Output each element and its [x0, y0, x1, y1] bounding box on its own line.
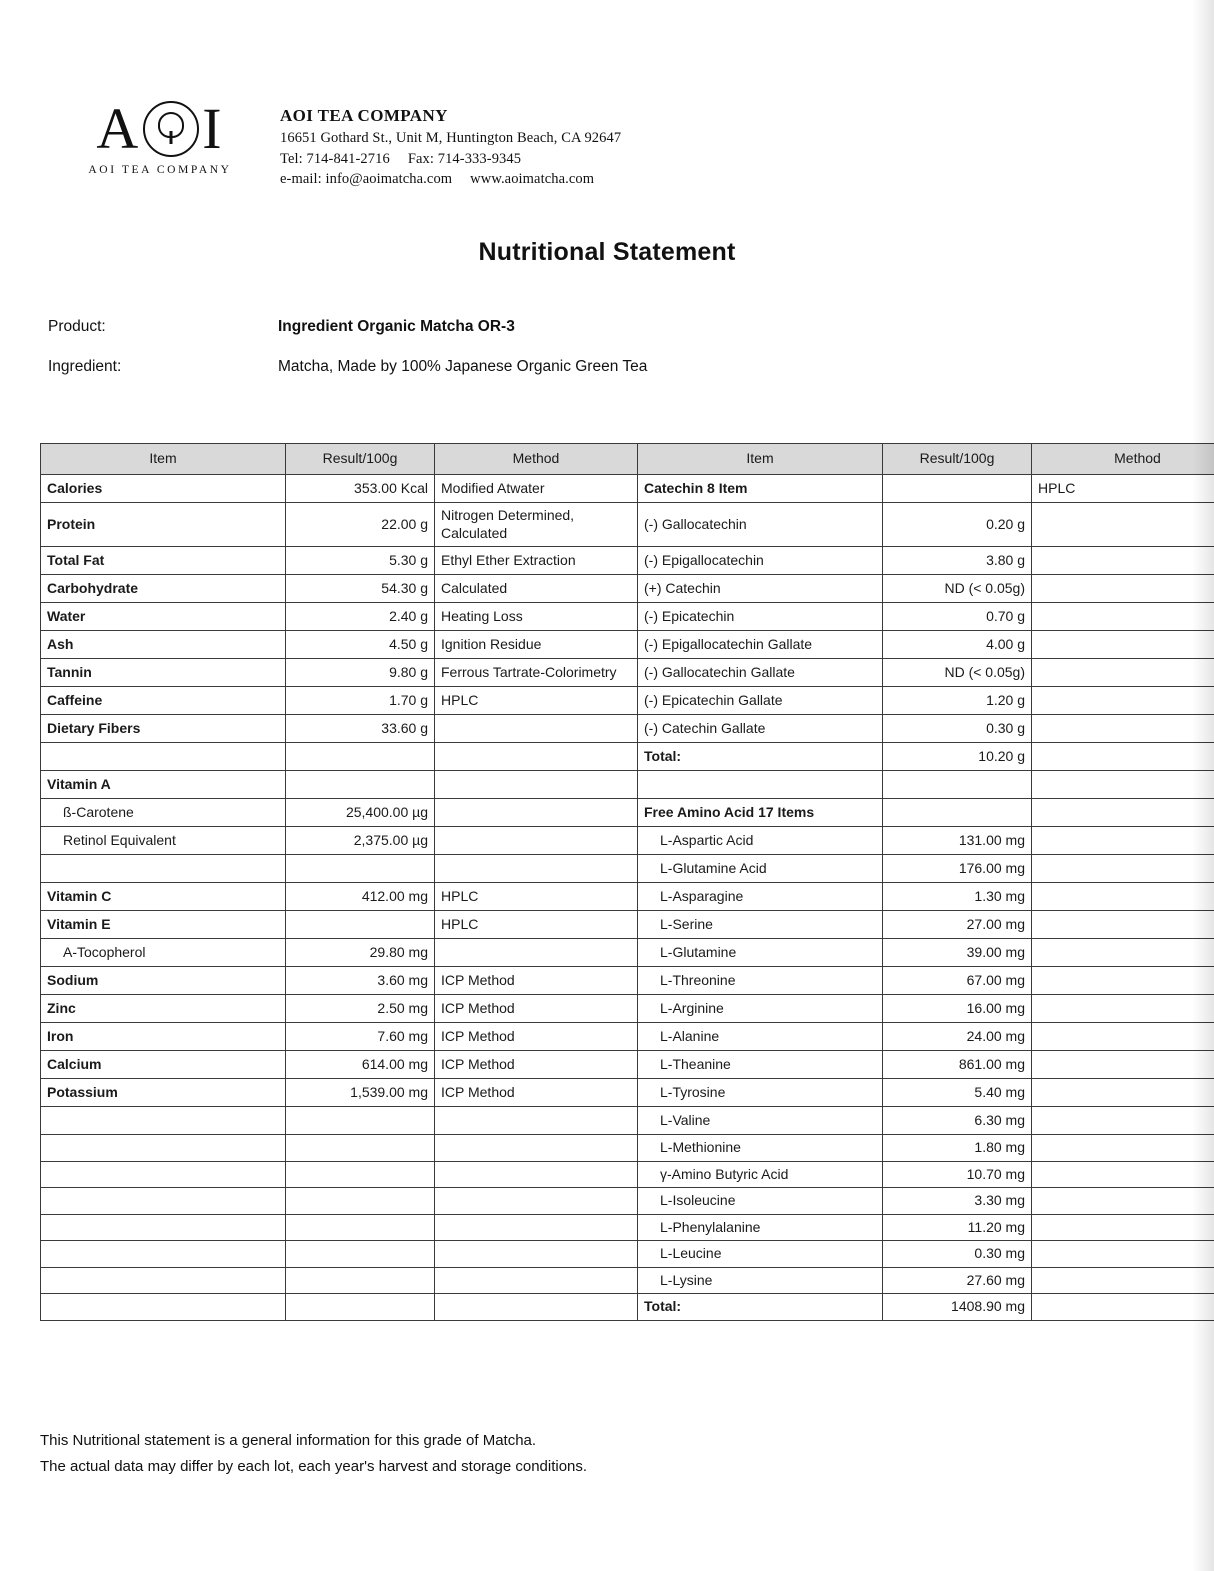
table-row — [41, 603, 1214, 631]
cell-r_method — [1032, 659, 1214, 687]
table-row — [41, 1135, 1214, 1162]
cell-l_result: 614.00 mg — [286, 1051, 435, 1079]
cell-r_method — [1032, 995, 1214, 1023]
cell-l_method: Heating Loss — [435, 603, 638, 631]
product-meta — [48, 318, 1168, 398]
cell-r_result: 67.00 mg — [883, 967, 1032, 995]
cell-l_item: Vitamin A — [41, 771, 286, 799]
product-row — [48, 318, 1168, 336]
cell-r_method — [1032, 1161, 1214, 1188]
cell-r_result: 27.60 mg — [883, 1267, 1032, 1294]
cell-l_method — [435, 1135, 638, 1162]
product-value: Ingredient Organic Matcha OR-3 — [278, 318, 515, 335]
table-row — [41, 743, 1214, 771]
cell-l_item — [41, 1188, 286, 1215]
header-result-left: Result/100g — [286, 444, 435, 475]
cell-l_item: Total Fat — [41, 547, 286, 575]
cell-l_result: 4.50 g — [286, 631, 435, 659]
cell-r_result: 11.20 mg — [883, 1214, 1032, 1241]
cell-r_result: 1.80 mg — [883, 1135, 1032, 1162]
cell-r_method — [1032, 799, 1214, 827]
cell-l_result: 29.80 mg — [286, 939, 435, 967]
cell-l_result: 1.70 g — [286, 687, 435, 715]
header-result-right: Result/100g — [883, 444, 1032, 475]
cell-l_result: 7.60 mg — [286, 1023, 435, 1051]
company-name: AOI TEA COMPANY — [280, 106, 448, 125]
cell-l_item: Tannin — [41, 659, 286, 687]
table-row — [41, 1023, 1214, 1051]
header-method-right: Method — [1032, 444, 1214, 475]
cell-r_method — [1032, 967, 1214, 995]
cell-l_method — [435, 1214, 638, 1241]
table-row — [41, 827, 1214, 855]
cell-r_result: 0.30 g — [883, 715, 1032, 743]
nutrition-table — [40, 443, 1214, 1321]
cell-r_item: Catechin 8 Item — [638, 475, 883, 503]
cell-l_item: Protein — [41, 503, 286, 547]
cell-r_result: 861.00 mg — [883, 1051, 1032, 1079]
cell-l_method: Ignition Residue — [435, 631, 638, 659]
logo-letter-a: A — [96, 96, 141, 161]
cell-l_item: Ash — [41, 631, 286, 659]
cell-r_method: HPLC — [1032, 475, 1214, 503]
cell-l_result — [286, 1188, 435, 1215]
cell-l_method: ICP Method — [435, 995, 638, 1023]
table-row — [41, 475, 1214, 503]
cell-r_item: (-) Epicatechin — [638, 603, 883, 631]
table-row — [41, 1214, 1214, 1241]
cell-r_item: L-Leucine — [638, 1241, 883, 1268]
cell-r_method — [1032, 1214, 1214, 1241]
cell-l_item — [41, 855, 286, 883]
table-row — [41, 687, 1214, 715]
table-row — [41, 1267, 1214, 1294]
cell-r_item: L-Serine — [638, 911, 883, 939]
ingredient-label: Ingredient: — [48, 358, 122, 375]
cell-l_item: Vitamin C — [41, 883, 286, 911]
cell-l_result — [286, 855, 435, 883]
table-row — [41, 799, 1214, 827]
cell-r_result: 10.20 g — [883, 743, 1032, 771]
cell-l_item — [41, 743, 286, 771]
cell-r_method — [1032, 603, 1214, 631]
cell-l_item: Iron — [41, 1023, 286, 1051]
cell-l_result: 9.80 g — [286, 659, 435, 687]
cell-l_item: Caffeine — [41, 687, 286, 715]
cell-l_item — [41, 1294, 286, 1321]
cell-l_item: Carbohydrate — [41, 575, 286, 603]
cell-l_result: 2,375.00 µg — [286, 827, 435, 855]
cell-r_result: 131.00 mg — [883, 827, 1032, 855]
cell-r_result: 3.80 g — [883, 547, 1032, 575]
company-phone-line — [280, 149, 621, 170]
cell-l_method: Ethyl Ether Extraction — [435, 547, 638, 575]
cell-r_item: (-) Gallocatechin — [638, 503, 883, 547]
footer-line-1: This Nutritional statement is a general information for this grade of Matcha. — [40, 1432, 537, 1449]
cell-l_result — [286, 911, 435, 939]
cell-l_method: ICP Method — [435, 967, 638, 995]
cell-r_result — [883, 799, 1032, 827]
table-row — [41, 883, 1214, 911]
cell-l_item — [41, 1161, 286, 1188]
cell-r_result: ND (< 0.05g) — [883, 575, 1032, 603]
cell-l_item: A-Tocopherol — [41, 939, 286, 967]
cell-l_method — [435, 1107, 638, 1135]
cell-r_method — [1032, 1135, 1214, 1162]
cell-l_method — [435, 1161, 638, 1188]
cell-r_method — [1032, 827, 1214, 855]
table-row — [41, 771, 1214, 799]
cell-r_method — [1032, 575, 1214, 603]
cell-l_item — [41, 1214, 286, 1241]
cell-r_item: (-) Epicatechin Gallate — [638, 687, 883, 715]
cell-r_method — [1032, 687, 1214, 715]
nutrition-table-wrapper — [40, 443, 1165, 1321]
cell-l_item: Zinc — [41, 995, 286, 1023]
cell-r_method — [1032, 1241, 1214, 1268]
company-info — [280, 90, 621, 190]
document-footer — [40, 1428, 1160, 1481]
cell-r_item: L-Valine — [638, 1107, 883, 1135]
cell-r_result: 176.00 mg — [883, 855, 1032, 883]
page-title: Nutritional Statement — [478, 238, 736, 266]
cell-l_method — [435, 1267, 638, 1294]
cell-r_item: L-Glutamine — [638, 939, 883, 967]
cell-r_result: ND (< 0.05g) — [883, 659, 1032, 687]
document-header — [60, 90, 1160, 190]
cell-l_result: 33.60 g — [286, 715, 435, 743]
cell-l_result: 412.00 mg — [286, 883, 435, 911]
nutrition-table-body — [41, 475, 1214, 1321]
cell-l_item: Sodium — [41, 967, 286, 995]
cell-l_method — [435, 799, 638, 827]
cell-l_item: Calcium — [41, 1051, 286, 1079]
cell-l_item — [41, 1135, 286, 1162]
table-row — [41, 967, 1214, 995]
cell-r_method — [1032, 1107, 1214, 1135]
cell-r_result: 5.40 mg — [883, 1079, 1032, 1107]
cell-r_method — [1032, 771, 1214, 799]
table-row — [41, 1294, 1214, 1321]
company-website: www.aoimatcha.com — [470, 171, 595, 188]
cell-r_result: 10.70 mg — [883, 1161, 1032, 1188]
cell-r_item: (-) Epigallocatechin Gallate — [638, 631, 883, 659]
cell-r_result: 6.30 mg — [883, 1107, 1032, 1135]
cell-r_result: 4.00 g — [883, 631, 1032, 659]
cell-l_result — [286, 1135, 435, 1162]
cell-l_method: Nitrogen Determined, Calculated — [435, 503, 638, 547]
cell-l_result: 22.00 g — [286, 503, 435, 547]
table-row — [41, 631, 1214, 659]
cell-r_item: (-) Gallocatechin Gallate — [638, 659, 883, 687]
table-row — [41, 1161, 1214, 1188]
cell-l_method — [435, 827, 638, 855]
cell-r_method — [1032, 715, 1214, 743]
cell-r_result: 24.00 mg — [883, 1023, 1032, 1051]
cell-r_result: 0.30 mg — [883, 1241, 1032, 1268]
cell-l_result: 2.50 mg — [286, 995, 435, 1023]
ingredient-row — [48, 358, 1168, 376]
cell-l_result — [286, 771, 435, 799]
cell-l_method: Modified Atwater — [435, 475, 638, 503]
cell-l_result — [286, 1241, 435, 1268]
cell-l_result — [286, 1214, 435, 1241]
cell-r_item: Total: — [638, 743, 883, 771]
cell-l_method: Ferrous Tartrate-Colorimetry — [435, 659, 638, 687]
cell-l_method — [435, 1188, 638, 1215]
table-row — [41, 715, 1214, 743]
cell-r_result: 3.30 mg — [883, 1188, 1032, 1215]
table-row — [41, 855, 1214, 883]
cell-r_method — [1032, 1023, 1214, 1051]
cell-l_item: ß-Carotene — [41, 799, 286, 827]
cell-r_item: L-Aspartic Acid — [638, 827, 883, 855]
cell-r_item: (-) Catechin Gallate — [638, 715, 883, 743]
cell-r_method — [1032, 1051, 1214, 1079]
cell-l_method: Calculated — [435, 575, 638, 603]
table-row — [41, 1107, 1214, 1135]
footer-line-2: The actual data may differ by each lot, each year's harvest and storage conditions. — [40, 1458, 588, 1476]
cell-r_result: 16.00 mg — [883, 995, 1032, 1023]
cell-r_result — [883, 475, 1032, 503]
cell-l_result: 25,400.00 µg — [286, 799, 435, 827]
cell-l_method — [435, 1241, 638, 1268]
ingredient-value: Matcha, Made by 100% Japanese Organic Green Tea — [278, 358, 648, 375]
aoi-logo-mark — [60, 96, 260, 161]
cell-l_method — [435, 855, 638, 883]
cell-l_result: 2.40 g — [286, 603, 435, 631]
table-row — [41, 1188, 1214, 1215]
cell-r_result: 39.00 mg — [883, 939, 1032, 967]
company-email: e-mail: info@aoimatcha.com — [280, 171, 453, 188]
cell-l_method — [435, 939, 638, 967]
cell-r_item: L-Arginine — [638, 995, 883, 1023]
cell-r_item: γ-Amino Butyric Acid — [638, 1161, 883, 1188]
cell-r_item: L-Glutamine Acid — [638, 855, 883, 883]
cell-r_item: L-Phenylalanine — [638, 1214, 883, 1241]
cell-r_item: L-Isoleucine — [638, 1188, 883, 1215]
cell-r_item: L-Methionine — [638, 1135, 883, 1162]
cell-r_result: 1.20 g — [883, 687, 1032, 715]
cell-r_method — [1032, 1188, 1214, 1215]
cell-l_item: Vitamin E — [41, 911, 286, 939]
cell-r_method — [1032, 743, 1214, 771]
cell-r_item: L-Theanine — [638, 1051, 883, 1079]
header-item-right: Item — [638, 444, 883, 475]
cell-l_method — [435, 1294, 638, 1321]
cell-r_item: Free Amino Acid 17 Items — [638, 799, 883, 827]
cell-l_result: 3.60 mg — [286, 967, 435, 995]
cell-r_method — [1032, 547, 1214, 575]
company-logo — [60, 90, 260, 176]
cell-r_method — [1032, 939, 1214, 967]
cell-r_item: (+) Catechin — [638, 575, 883, 603]
cell-l_result: 353.00 Kcal — [286, 475, 435, 503]
table-row — [41, 939, 1214, 967]
cell-r_item: L-Tyrosine — [638, 1079, 883, 1107]
cell-l_result — [286, 1267, 435, 1294]
cell-r_item: L-Alanine — [638, 1023, 883, 1051]
header-item-left: Item — [41, 444, 286, 475]
cell-r_result: 0.70 g — [883, 603, 1032, 631]
cell-l_method: ICP Method — [435, 1079, 638, 1107]
cell-l_result — [286, 1294, 435, 1321]
table-row — [41, 995, 1214, 1023]
cell-l_item — [41, 1241, 286, 1268]
cell-r_item: L-Threonine — [638, 967, 883, 995]
cell-l_method: ICP Method — [435, 1023, 638, 1051]
company-address: 16651 Gothard St., Unit M, Huntington Beach, CA 92647 — [280, 130, 622, 146]
company-fax: Fax: 714-333-9345 — [407, 150, 522, 167]
header-method-left: Method — [435, 444, 638, 475]
table-row — [41, 503, 1214, 547]
cell-l_result: 54.30 g — [286, 575, 435, 603]
cell-l_result: 1,539.00 mg — [286, 1079, 435, 1107]
cell-r_method — [1032, 883, 1214, 911]
cell-r_method — [1032, 1267, 1214, 1294]
cell-r_item: L-Asparagine — [638, 883, 883, 911]
cell-r_method — [1032, 911, 1214, 939]
cell-r_method — [1032, 503, 1214, 547]
cell-l_method — [435, 715, 638, 743]
table-row — [41, 547, 1214, 575]
cell-l_result — [286, 1107, 435, 1135]
cell-l_method: HPLC — [435, 687, 638, 715]
cell-r_method — [1032, 855, 1214, 883]
table-header-row — [41, 444, 1214, 475]
product-label: Product: — [48, 318, 106, 335]
cell-l_method — [435, 743, 638, 771]
cell-l_item: Retinol Equivalent — [41, 827, 286, 855]
cell-r_item — [638, 771, 883, 799]
cell-l_result — [286, 1161, 435, 1188]
cell-r_result: 0.20 g — [883, 503, 1032, 547]
cell-r_method — [1032, 631, 1214, 659]
cell-l_method — [435, 771, 638, 799]
cell-r_item: Total: — [638, 1294, 883, 1321]
cell-l_method: HPLC — [435, 911, 638, 939]
cell-l_item — [41, 1267, 286, 1294]
cell-l_method: HPLC — [435, 883, 638, 911]
cell-r_item: (-) Epigallocatechin — [638, 547, 883, 575]
logo-caption: AOI TEA COMPANY — [88, 164, 232, 176]
cell-r_result: 1408.90 mg — [883, 1294, 1032, 1321]
company-contact-line — [280, 169, 621, 190]
table-row — [41, 575, 1214, 603]
cell-r_method — [1032, 1294, 1214, 1321]
table-row — [41, 911, 1214, 939]
logo-letter-i: I — [202, 96, 224, 161]
cell-l_item: Water — [41, 603, 286, 631]
company-tel: Tel: 714-841-2716 — [280, 150, 390, 167]
table-row — [41, 1079, 1214, 1107]
cell-r_method — [1032, 1079, 1214, 1107]
cell-r_result — [883, 771, 1032, 799]
table-row — [41, 1241, 1214, 1268]
cell-r_result: 27.00 mg — [883, 911, 1032, 939]
cell-l_item: Calories — [41, 475, 286, 503]
cell-l_result: 5.30 g — [286, 547, 435, 575]
cell-l_method: ICP Method — [435, 1051, 638, 1079]
table-row — [41, 659, 1214, 687]
cell-l_item: Potassium — [41, 1079, 286, 1107]
cell-l_item — [41, 1107, 286, 1135]
cell-r_result: 1.30 mg — [883, 883, 1032, 911]
cell-l_item: Dietary Fibers — [41, 715, 286, 743]
table-row — [41, 1051, 1214, 1079]
cell-l_result — [286, 743, 435, 771]
tea-leaf-icon — [143, 101, 199, 157]
cell-r_item: L-Lysine — [638, 1267, 883, 1294]
